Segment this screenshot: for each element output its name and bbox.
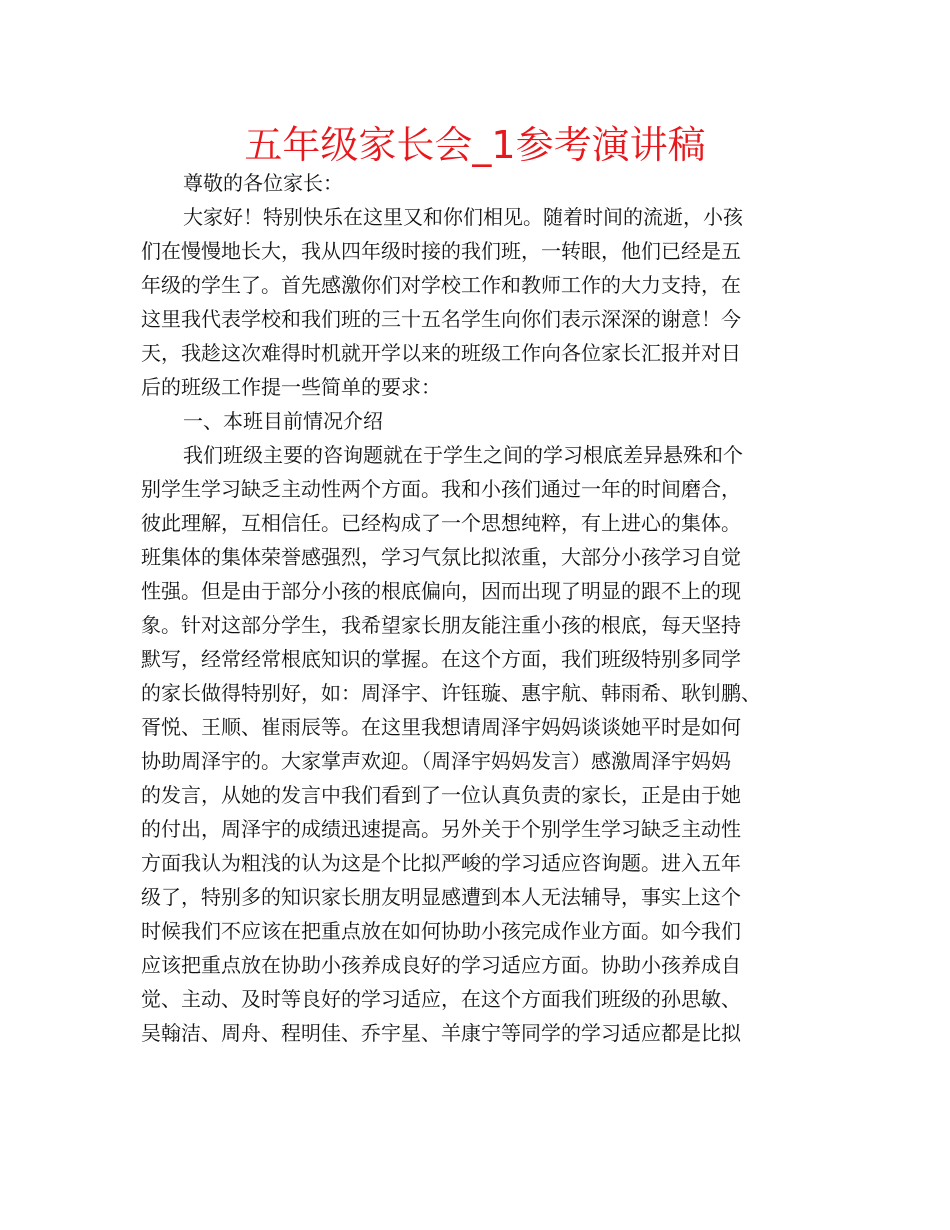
paragraph-line: 的发言，从她的发言中我们看到了一位认真负责的家长，正是由于她: [141, 783, 741, 807]
paragraph-line: 象。针对这部分学生，我希望家长朋友能注重小孩的根底，每天坚持: [141, 613, 741, 637]
paragraph-line: 年级的学生了。首先感激你们对学校工作和教师工作的大力支持，在: [141, 273, 741, 297]
paragraph-line: 后的班级工作提一些简单的要求：: [141, 375, 441, 399]
paragraph-line: 胥悦、王顺、崔雨辰等。在这里我想请周泽宇妈妈谈谈她平时是如何: [141, 715, 741, 739]
paragraph-line: 的家长做得特别好，如：周泽宇、许钰璇、惠宇航、韩雨希、耿钊鹏、: [141, 681, 761, 705]
paragraph-line: 的付出，周泽宇的成绩迅速提高。另外关于个别学生学习缺乏主动性: [141, 817, 741, 841]
paragraph-line: 性强。但是由于部分小孩的根底偏向，因而出现了明显的跟不上的现: [141, 579, 741, 603]
paragraph-line: 时候我们不应该在把重点放在如何协助小孩完成作业方面。如今我们: [141, 919, 741, 943]
paragraph-line: 彼此理解，互相信任。已经构成了一个思想纯粹，有上进心的集体。: [141, 511, 741, 535]
paragraph-line: 们在慢慢地长大，我从四年级时接的我们班，一转眼，他们已经是五: [141, 239, 741, 263]
document-title: 五年级家长会_1参考演讲稿: [244, 123, 706, 167]
paragraph-line: 觉、主动、及时等良好的学习适应，在这个方面我们班级的孙思敏、: [141, 987, 741, 1011]
paragraph-line: 应该把重点放在协助小孩养成良好的学习适应方面。协助小孩养成自: [141, 953, 741, 977]
paragraph-line: 吴翰洁、周舟、程明佳、乔宇星、羊康宁等同学的学习适应都是比拟: [141, 1021, 741, 1045]
paragraph-line: 级了，特别多的知识家长朋友明显感遭到本人无法辅导，事实上这个: [141, 885, 741, 909]
paragraph-line: 我们班级主要的咨询题就在于学生之间的学习根底差异悬殊和个: [183, 443, 743, 467]
salutation-line: 尊敬的各位家长：: [183, 171, 343, 195]
document-body: [141, 166, 821, 1050]
paragraph-line: 天，我趁这次难得时机就开学以来的班级工作向各位家长汇报并对日: [141, 341, 741, 365]
section-heading: 一、本班目前情况介绍: [183, 409, 383, 433]
paragraph-line: 班集体的集体荣誉感强烈，学习气氛比拟浓重，大部分小孩学习自觉: [141, 545, 741, 569]
paragraph-line: 协助周泽宇的。大家掌声欢迎。（周泽宇妈妈发言）感激周泽宇妈妈: [141, 749, 731, 773]
paragraph-line: 这里我代表学校和我们班的三十五名学生向你们表示深深的谢意！今: [141, 307, 741, 331]
paragraph-line: 默写，经常经常根底知识的掌握。在这个方面，我们班级特别多同学: [141, 647, 741, 671]
paragraph-line: 别学生学习缺乏主动性两个方面。我和小孩们通过一年的时间磨合，: [141, 477, 741, 501]
paragraph-line: 大家好！特别快乐在这里又和你们相见。随着时间的流逝，小孩: [183, 205, 743, 229]
paragraph-line: 方面我认为粗浅的认为这是个比拟严峻的学习适应咨询题。进入五年: [141, 851, 741, 875]
